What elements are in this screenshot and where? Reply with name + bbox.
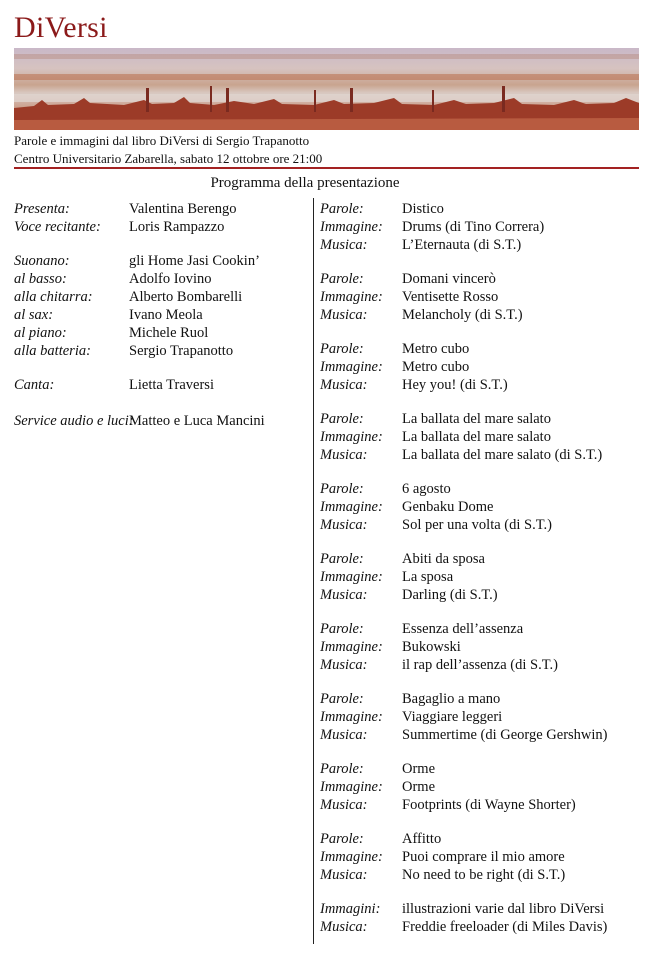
segment-value-parole: Domani vincerò — [402, 271, 496, 287]
segment-label-parole: Parole: — [320, 271, 364, 287]
credit-value: Michele Ruol — [129, 325, 209, 341]
document-title: DiVersi — [14, 11, 108, 44]
segment-value-immagine: Metro cubo — [402, 359, 470, 375]
credit-label: Canta: — [14, 377, 55, 393]
segment-label-musica: Musica: — [320, 517, 368, 533]
segment-label-immagine: Immagine: — [320, 639, 383, 655]
segment-label-immagine: Immagine: — [320, 219, 383, 235]
segment-label-musica: Musica: — [320, 307, 368, 323]
credit-value: Alberto Bombarelli — [129, 289, 243, 305]
credit-label: al sax: — [14, 307, 54, 323]
segment-value-parole: Essenza dell’assenza — [402, 621, 524, 637]
segment-value-immagine: Ventisette Rosso — [402, 289, 499, 305]
segment-value-immagine: La sposa — [402, 569, 454, 585]
segment-label-parole: Parole: — [320, 341, 364, 357]
credit-label: al piano: — [14, 325, 67, 341]
segment-value-immagine: Drums (di Tino Correra) — [402, 219, 545, 235]
program-title: Programma della presentazione — [210, 175, 400, 191]
segment-label-immagine: Immagine: — [320, 709, 383, 725]
segment-label-parole: Parole: — [320, 831, 364, 847]
segment-label-immagine: Immagine: — [320, 359, 383, 375]
segment-value-parole: Affitto — [402, 831, 442, 847]
segment-value-immagine: Genbaku Dome — [402, 499, 494, 515]
segment-label-musica: Musica: — [320, 657, 368, 673]
segment-value-musica: L’Eternauta (di S.T.) — [402, 237, 522, 253]
segment-value-musica: Melancholy (di S.T.) — [402, 307, 523, 323]
segment-value-parole: Bagaglio a mano — [402, 691, 501, 707]
segment-value-parole: Orme — [402, 761, 436, 777]
segment-value-musica: Sol per una volta (di S.T.) — [402, 517, 552, 533]
segment-label-musica: Musica: — [320, 237, 368, 253]
finale-label: Immagini: — [320, 901, 381, 917]
segment-value-musica: il rap dell’assenza (di S.T.) — [402, 657, 558, 673]
segment-value-musica: Footprints (di Wayne Shorter) — [402, 797, 576, 813]
segment-label-parole: Parole: — [320, 621, 364, 637]
finale-value: Freddie freeloader (di Miles Davis) — [402, 919, 608, 935]
segment-label-parole: Parole: — [320, 201, 364, 217]
credit-value: Matteo e Luca Mancini — [129, 413, 265, 429]
credit-label: Presenta: — [14, 201, 70, 217]
finale-value: illustrazioni varie dal libro DiVersi — [402, 901, 605, 917]
header-divider — [14, 167, 639, 169]
credit-label: Service audio e luci: — [14, 413, 134, 429]
credit-value: Valentina Berengo — [129, 201, 237, 217]
segment-label-musica: Musica: — [320, 727, 368, 743]
segment-label-musica: Musica: — [320, 377, 368, 393]
header-banner-painting — [14, 48, 639, 130]
subtitle-venue-date: Centro Universitario Zabarella, sabato 12 ottobre ore 21:00 — [14, 151, 323, 166]
credit-label: Suonano: — [14, 253, 70, 269]
segment-label-musica: Musica: — [320, 587, 368, 603]
subtitle-book: Parole e immagini dal libro DiVersi di Sergio Trapanotto — [14, 133, 310, 148]
segment-label-parole: Parole: — [320, 761, 364, 777]
segment-value-musica: No need to be right (di S.T.) — [402, 867, 566, 883]
segment-label-musica: Musica: — [320, 867, 368, 883]
segment-value-musica: Hey you! (di S.T.) — [402, 377, 508, 393]
segment-value-immagine: Bukowski — [402, 639, 461, 655]
segment-label-musica: Musica: — [320, 797, 368, 813]
segment-value-immagine: Viaggiare leggeri — [402, 709, 503, 725]
credit-label: alla chitarra: — [14, 289, 93, 305]
segment-label-musica: Musica: — [320, 447, 368, 463]
credit-label: alla batteria: — [14, 343, 91, 359]
segment-value-immagine: Puoi comprare il mio amore — [402, 849, 565, 865]
credit-value: Sergio Trapanotto — [129, 343, 234, 359]
segment-label-parole: Parole: — [320, 551, 364, 567]
segment-value-musica: La ballata del mare salato (di S.T.) — [402, 447, 603, 463]
segment-label-parole: Parole: — [320, 411, 364, 427]
segment-label-immagine: Immagine: — [320, 499, 383, 515]
credit-label: al basso: — [14, 271, 67, 287]
segment-value-immagine: Orme — [402, 779, 436, 795]
segment-value-musica: Summertime (di George Gershwin) — [402, 727, 608, 743]
segment-label-parole: Parole: — [320, 691, 364, 707]
segment-label-immagine: Immagine: — [320, 849, 383, 865]
segment-label-parole: Parole: — [320, 481, 364, 497]
segment-label-immagine: Immagine: — [320, 429, 383, 445]
segment-value-parole: Abiti da sposa — [402, 551, 485, 567]
segment-value-musica: Darling (di S.T.) — [402, 587, 498, 603]
credit-value: gli Home Jasi Cookin’ — [129, 253, 260, 269]
segment-value-parole: Metro cubo — [402, 341, 470, 357]
segment-value-immagine: La ballata del mare salato — [402, 429, 551, 445]
segment-label-immagine: Immagine: — [320, 569, 383, 585]
segment-value-parole: Distico — [402, 201, 444, 217]
credit-value: Ivano Meola — [129, 307, 203, 323]
credit-label: Voce recitante: — [14, 219, 101, 235]
column-divider — [313, 198, 314, 944]
credit-value: Adolfo Iovino — [129, 271, 212, 287]
segment-value-parole: La ballata del mare salato — [402, 411, 551, 427]
segment-label-immagine: Immagine: — [320, 779, 383, 795]
segment-label-immagine: Immagine: — [320, 289, 383, 305]
credit-value: Loris Rampazzo — [129, 219, 225, 235]
credit-value: Lietta Traversi — [129, 377, 214, 393]
segment-value-parole: 6 agosto — [402, 481, 451, 497]
finale-label: Musica: — [320, 919, 368, 935]
